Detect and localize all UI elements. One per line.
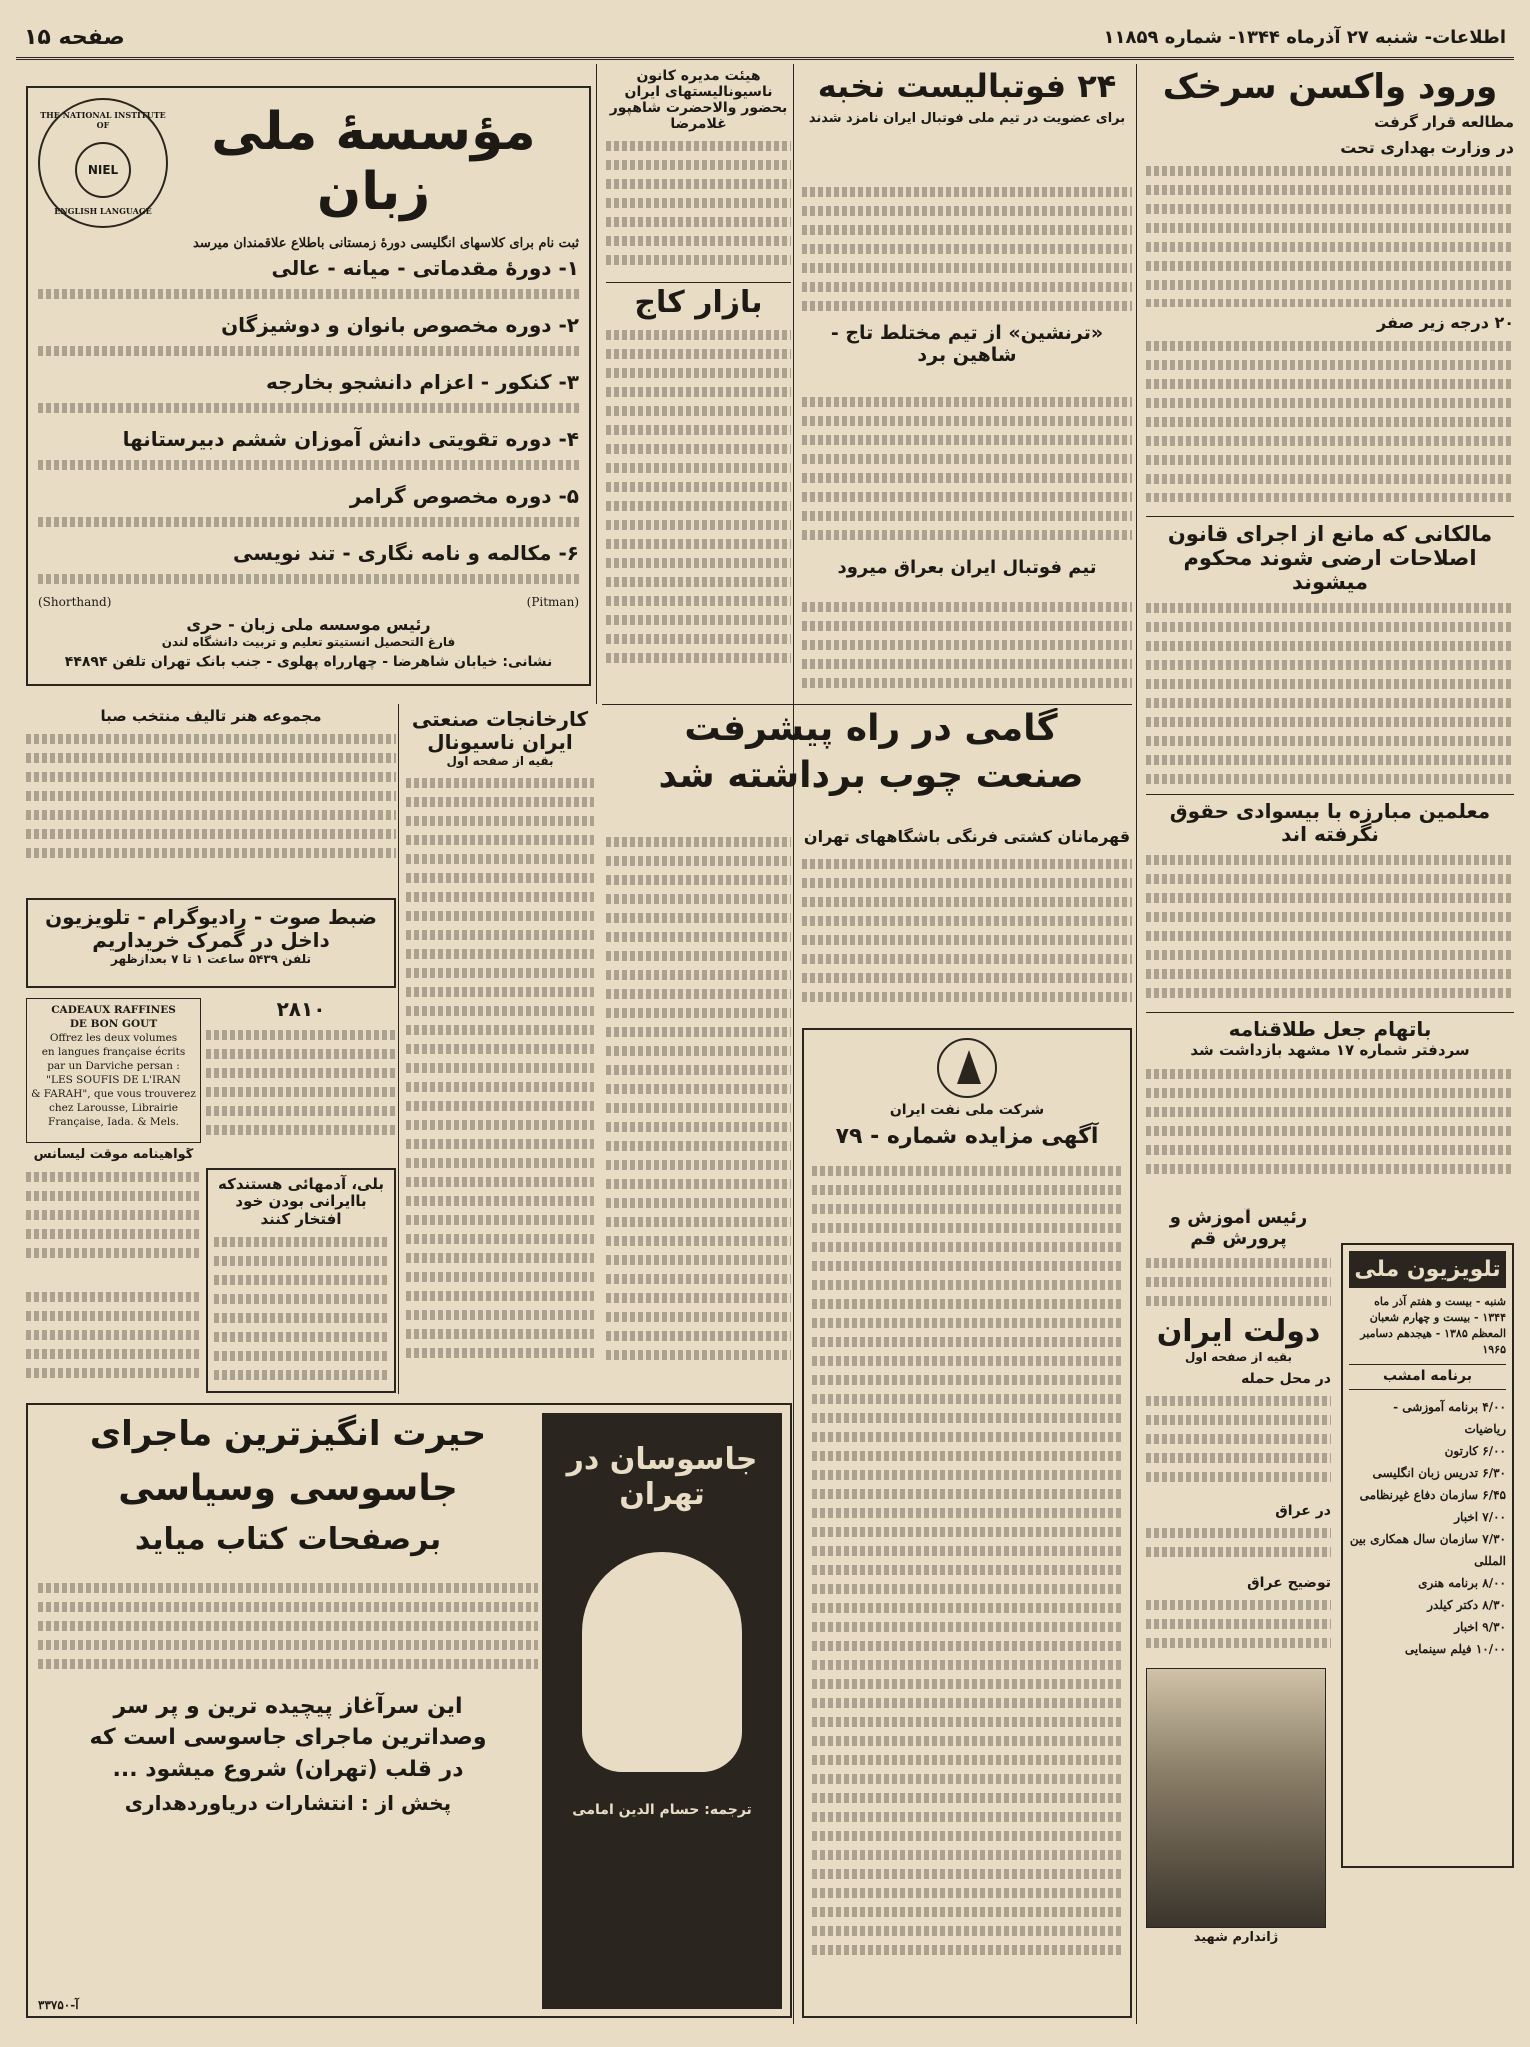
wood-industry-article [606, 708, 1136, 818]
institute-intro: ثبت نام برای کلاسهای انگلیسی دورهٔ زمستانی باطلاع علاقمندان میرسد [193, 236, 579, 251]
cadeaux-line: "LES SOUFIS DE L'IRAN [46, 1074, 181, 1086]
govt-headline: دولت ایران [1156, 1314, 1321, 1350]
board-article [606, 68, 791, 278]
masthead [16, 18, 1514, 60]
oil-auction-notice [802, 1028, 1132, 2018]
tv-program-item: ۷/۳۰ سازمان سال همکاری بین المللی [1349, 1531, 1506, 1568]
gendarme-photo [1146, 1668, 1326, 1928]
tv-logo: تلویزیون ملی [1349, 1251, 1506, 1288]
face-illustration [582, 1552, 742, 1772]
tv-program-item: ۴/۰۰ برنامه آموزشی - ریاضیات [1393, 1399, 1506, 1436]
tv-program-item: ۶/۳۰ تدریس زبان انگلیسی [1372, 1465, 1506, 1480]
education-headline: رئیس آموزش و پرورش قم [1169, 1208, 1308, 1249]
spy-headline-2: جاسوسی وسیاسی [118, 1468, 458, 1510]
iran-national-cont: بقیه از صفحه اول [446, 754, 554, 768]
course-heading: ۴- دوره تقویتی دانش آموزان ششم دبیرستانها [122, 427, 579, 451]
newspaper-page [16, 18, 1514, 2028]
oil-company-name: شرکت ملی نفت ایران [889, 1102, 1045, 1118]
bazaar-article [606, 286, 791, 701]
number-2810-ad [206, 998, 396, 1158]
cadeaux-line: par un Darviche persan : [47, 1060, 180, 1072]
cadeaux-line: CADEAUX RAFFINES [51, 1004, 176, 1016]
govt-sec3: توضیح عراق [1247, 1574, 1331, 1591]
tv-program-title: برنامه امشب [1349, 1364, 1506, 1390]
tv-program-item: ۱۰/۰۰ فیلم سینمایی [1404, 1641, 1506, 1656]
shorthand-label: (Shorthand) [38, 595, 112, 609]
wrestling-headline: قهرمانان کشتی فرنگی باشگاههای تهران [803, 828, 1131, 846]
football-quote: «ترنشین» از تیم مختلط تاج - شاهین برد [830, 323, 1104, 366]
cadeaux-ad [26, 998, 201, 1143]
board-headline: هیئت مدیره کانون ناسیونالیستهای ایران بحضور والاحضرت شاهپور غلامرضا [609, 68, 788, 133]
vaccine-bullet: ۲۰ درجه زیر صفر [1377, 312, 1514, 332]
photo-caption: ژاندارم شهید [1193, 1930, 1279, 1945]
spy-teaser-3: در قلب (تهران) شروع میشود ... [112, 1756, 464, 1782]
vaccine-lead: در وزارت بهداری تحت [1340, 137, 1514, 157]
govt-cont: بقیه از صفحه اول [1184, 1349, 1292, 1364]
radio-phone: تلفن ۵۴۳۹ ساعت ۱ تا ۷ بعدازظهر [110, 952, 312, 966]
language-institute-ad [26, 86, 591, 686]
wood-headline-1: گامی در راه پیشرفت [684, 708, 1058, 749]
issue-info: اطلاعات- شنبه ۲۷ آذرماه ۱۳۴۴- شماره ۱۱۸۵۹ [1103, 27, 1506, 48]
spy-book-ad [26, 1403, 792, 2018]
institute-head-sub: فارغ التحصیل انستیتو تعلیم و تربیت دانشگاه لندن [161, 635, 456, 649]
govt-sec1: در محل حمله [1241, 1370, 1331, 1387]
tv-program-item: ۶/۰۰ کارتون [1444, 1443, 1506, 1458]
tv-listing [1341, 1243, 1514, 1868]
tv-date: شنبه - بیست و هفتم آذر ماه ۱۳۴۴ - بیست و چهارم شعبان المعظم ۱۳۸۵ - هیجدهم دسامبر ۱۹۶۵ [1360, 1295, 1506, 1357]
ad-code: آ-۳۳۷۵۰ [38, 1998, 79, 2012]
book-translator: ترجمه: حسام الدین امامی [572, 1802, 752, 1818]
football-iraq: تیم فوتبال ایران بعراق میرود [837, 558, 1097, 578]
course-heading: ۶- مکالمه و نامه نگاری - تند نویسی [233, 541, 579, 565]
institute-seal-icon: THE NATIONAL INSTITUTE OF NIEL ENGLISH LANGUAGE [38, 98, 168, 228]
govt-sec2: در عراق [1275, 1502, 1331, 1519]
page-number: صفحه ۱۵ [24, 25, 125, 50]
football-subhead [802, 323, 1132, 383]
course-list [38, 257, 579, 593]
number-2810-title: ۲۸۱۰ [276, 998, 326, 1021]
license-notice [26, 1148, 201, 1278]
tv-program-item: ۸/۰۰ برنامه هنری [1418, 1575, 1506, 1590]
institute-head: رئیس موسسه ملی زبان - حری [186, 615, 431, 634]
teachers-article [1146, 800, 1514, 1010]
spy-teaser-2: وصداترین ماجرای جاسوسی است که [89, 1725, 487, 1751]
wood-headline-2: صنعت چوب برداشته شد [658, 755, 1084, 797]
book-cover [542, 1413, 782, 2009]
vaccine-sub: مطالعه قرار گرفت [1374, 113, 1514, 132]
govt-article [1146, 1208, 1331, 1658]
tv-program-item: ۹/۳۰ اخبار [1454, 1619, 1506, 1634]
nioc-logo-icon [937, 1038, 997, 1098]
cadeaux-line: en langues française écrits [41, 1046, 186, 1058]
wrestling-article [802, 828, 1132, 1028]
institute-address: نشانی: خیابان شاهرضا - چهارراه پهلوی - جنب بانک تهران تلفن ۴۴۸۹۴ [64, 654, 553, 670]
tv-program-item: ۸/۳۰ دکتر کیلدر [1427, 1597, 1506, 1612]
vaccine-article [1146, 68, 1514, 518]
land-headline: مالکانی که مانع از اجرای قانون اصلاحات ارضی شوند محکوم میشوند [1167, 522, 1493, 595]
proud-iranians-ad [206, 1168, 396, 1393]
institute-name: مؤسسهٔ ملی زبان [211, 102, 536, 222]
cadeaux-line: DE BON GOUT [69, 1018, 158, 1030]
radio-sub: داخل در گمرک خریداریم [92, 928, 330, 952]
iran-national-article [406, 708, 594, 1398]
cadeaux-line: Offrez les deux volumes [49, 1032, 178, 1044]
radio-buy-ad [26, 898, 396, 988]
course-heading: ۵- دوره مخصوص گرامر [349, 484, 579, 508]
iran-national-headline: کارخانجات صنعتی ایران ناسیونال [411, 708, 589, 754]
art-collection-ad [26, 708, 396, 888]
radio-title: ضبط صوت - رادیوگرام - تلویزیون [45, 905, 377, 929]
football-headline: ۲۴ فوتبالیست نخبه [817, 68, 1117, 105]
proud-title: بلی، آدمهائی هستندکه باایرانی بودن خود افتخار کنند [218, 1175, 384, 1228]
oil-notice-title: آگهی مزایده شماره - ۷۹ [835, 1123, 1099, 1149]
spy-headline-3: برصفحات کتاب میاید [134, 1522, 442, 1558]
football-article [802, 68, 1132, 178]
pitman-label: (Pitman) [526, 595, 579, 609]
cadeaux-line: & FARAH", que vous trouverez chez Larousse, Librairie Française, Iada. & Mels. [31, 1088, 196, 1128]
land-reform-article [1146, 522, 1514, 792]
spy-teaser-1: این سرآغاز پیچیده ترین و پر سر [113, 1693, 463, 1719]
course-heading: ۲- دوره مخصوص بانوان و دوشیزگان [221, 313, 579, 337]
forgery-sub: سردفتر شماره ۱۷ مشهد بازداشت شد [1190, 1041, 1470, 1059]
teachers-headline: معلمین مبارزه با بیسوادی حقوق نگرفته اند [1169, 800, 1491, 846]
forgery-headline: باتهام جعل طلاقنامه [1228, 1018, 1432, 1041]
forgery-article [1146, 1018, 1514, 1203]
tv-program-list [1349, 1396, 1506, 1660]
art-collection-title: مجموعه هنر تالیف منتخب صبا [100, 708, 322, 725]
vaccine-headline: ورود واکسن سرخک [1162, 68, 1498, 107]
spy-headline-1: حیرت انگیزترین ماجرای [89, 1414, 487, 1454]
tv-program-item: ۷/۰۰ اخبار [1454, 1509, 1506, 1524]
license-title: گواهینامه موقت لیسانس [33, 1148, 194, 1162]
course-heading: ۳- کنکور - اعزام دانشجو بخارجه [265, 370, 579, 394]
book-title: جاسوسان در تهران [566, 1442, 758, 1512]
tv-program-item: ۶/۴۵ سازمان دفاع غیرنظامی [1359, 1487, 1506, 1502]
course-heading: ۱- دورهٔ مقدماتی - میانه - عالی [271, 256, 579, 280]
spy-distributor: پخش از : انتشارات دریاوردهداری [124, 1790, 452, 1815]
football-lead: برای عضویت در تیم ملی فوتبال ایران نامزد شدند [808, 110, 1126, 126]
bazaar-headline: بازار کاج [634, 286, 763, 320]
